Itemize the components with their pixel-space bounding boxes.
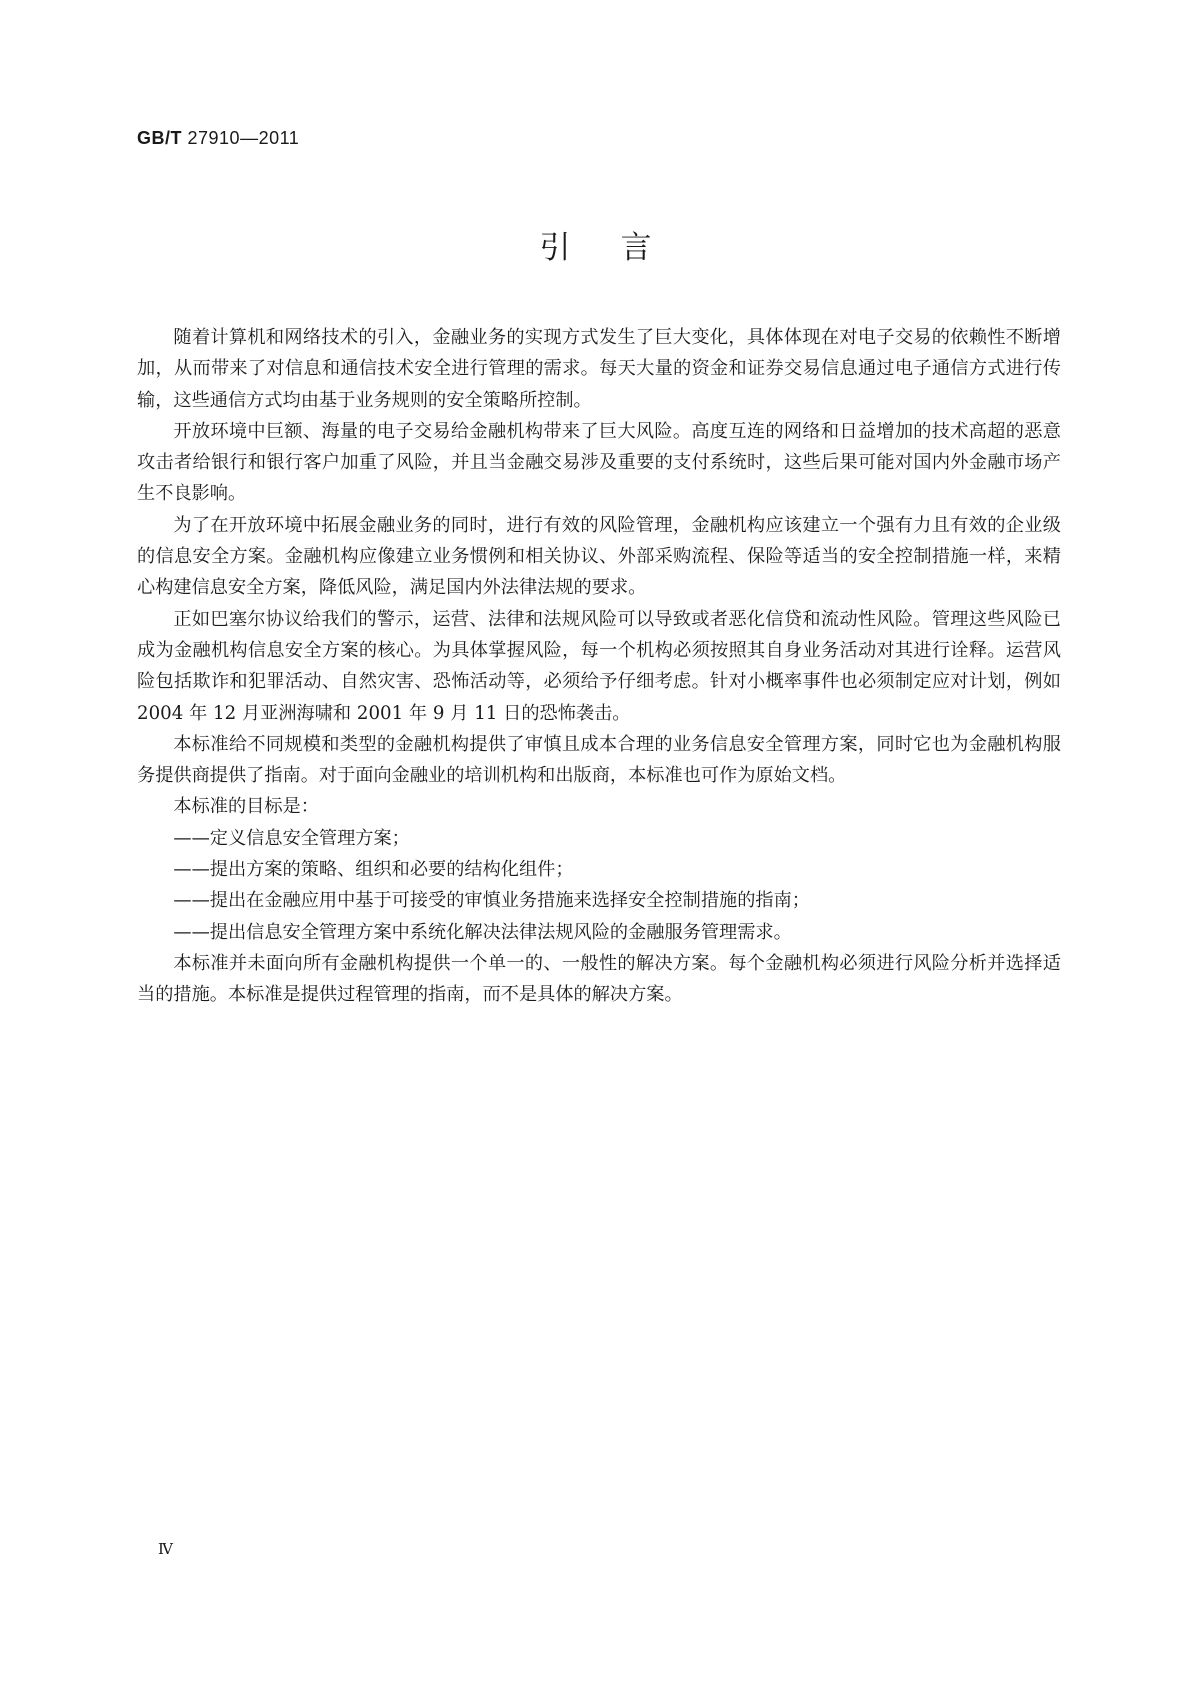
paragraph-5: 本标准给不同规模和类型的金融机构提供了审慎且成本合理的业务信息安全管理方案，同时它也为金融机构服务提供商提供了指南。对于面向金融业的培训机构和出版商，本标准也可作为原始文档。 <box>137 733 1061 787</box>
closing-paragraph: 本标准并未面向所有金融机构提供一个单一的、一般性的解决方案。每个金融机构必须进行风险分析并选择适当的措施。本标准是提供过程管理的指南，而不是具体的解决方案。 <box>137 952 1061 1006</box>
objective-item-4: ——提出信息安全管理方案中系统化解决法律法规风险的金融服务管理需求。 <box>173 921 792 943</box>
objective-item-3: ——提出在金融应用中基于可接受的审慎业务措施来选择安全控制措施的指南； <box>173 890 810 912</box>
section-title: 引言 <box>539 230 702 266</box>
paragraph-1: 随着计算机和网络技术的引入，金融业务的实现方式发生了巨大变化，具体体现在对电子交易的依赖性不断增加，从而带来了对信息和通信技术安全进行管理的需求。每天大量的资金和证券交易信息通过电子通信方式进行传输，这些通信方式均由基于业务规则的安全策略所控制。 <box>137 327 1061 411</box>
objective-item-1: ——定义信息安全管理方案； <box>173 827 410 849</box>
paragraph-4: 正如巴塞尔协议给我们的警示，运营、法律和法规风险可以导致或者恶化信贷和流动性风险。管理这些风险已成为金融机构信息安全方案的核心。为具体掌握风险，每一个机构必须按照其自身业务活动对其进行诠释。运营风险包括欺诈和犯罪活动、自然灾害、恐怖活动等，必须给予仔细考虑。针对小概率事件也必须制定应对计划，例如 2004 年 12 月亚洲海啸和 2001 年 9 月 11 日的恐怖袭击。 <box>137 608 1061 724</box>
objectives-intro: 本标准的目标是： <box>173 796 319 818</box>
paragraph-2: 开放环境中巨额、海量的电子交易给金融机构带来了巨大风险。高度互连的网络和日益增加的技术高超的恶意攻击者给银行和银行客户加重了风险，并且当金融交易涉及重要的支付系统时，这些后果可能对国内外金融市场产生不良影响。 <box>137 420 1061 505</box>
paragraph-3: 为了在开放环境中拓展金融业务的同时，进行有效的风险管理，金融机构应该建立一个强有力且有效的企业级的信息安全方案。金融机构应像建立业务惯例和相关协议、外部采购流程、保险等适当的安全控制措施一样，来精心构建信息安全方案，降低风险，满足国内外法律法规的要求。 <box>137 514 1061 599</box>
standard-code <box>137 128 299 149</box>
standard-number: 27910—2011 <box>187 128 300 148</box>
introduction-body <box>137 322 1061 1011</box>
standard-prefix: GB/T <box>137 128 182 148</box>
page-number: Ⅳ <box>158 1540 173 1558</box>
objective-item-2: ——提出方案的策略、组织和必要的结构化组件； <box>173 859 574 881</box>
